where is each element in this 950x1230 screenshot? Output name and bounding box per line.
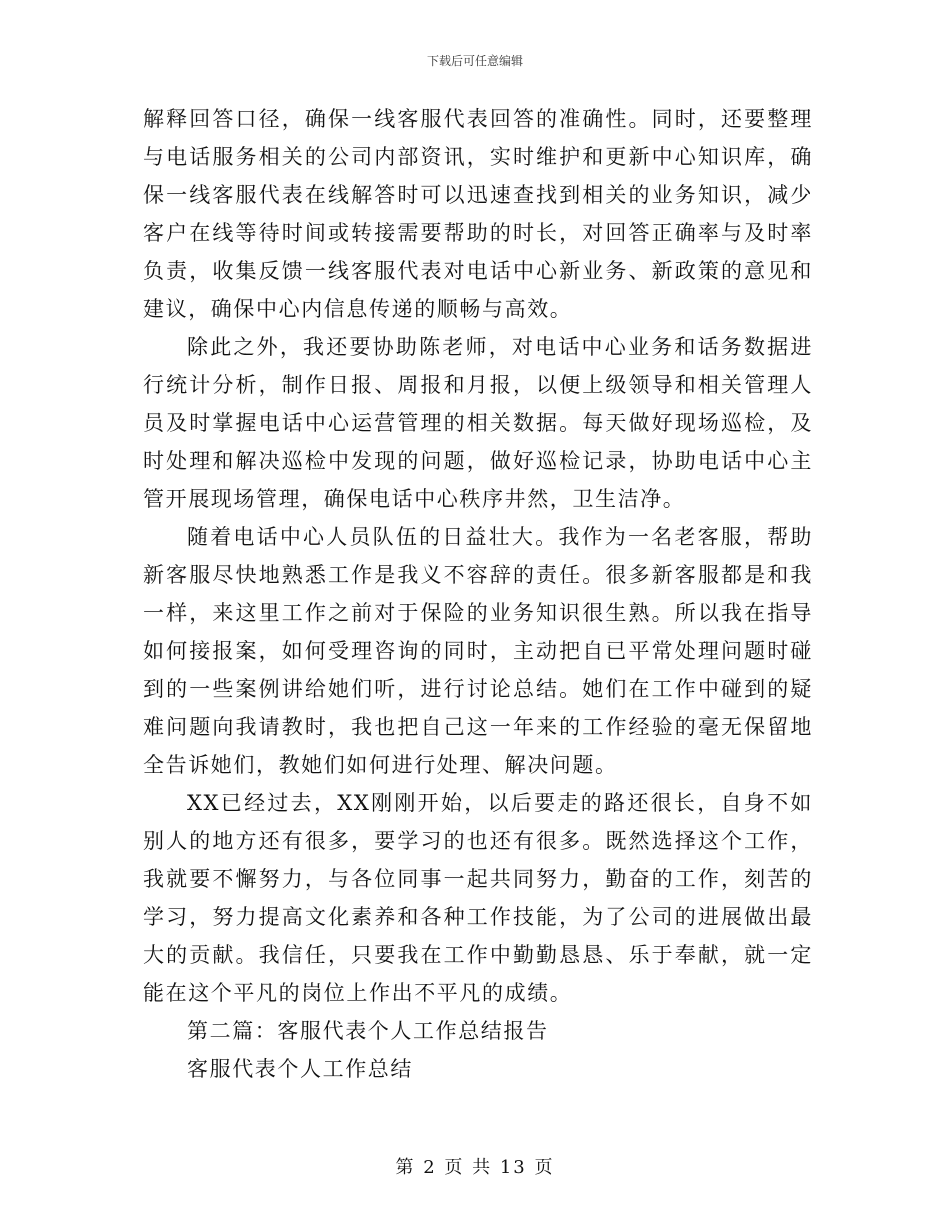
page-footer: 第 2 页 共 13 页 — [395, 1157, 555, 1178]
page-header: 下载后可任意编辑 — [426, 54, 523, 68]
paragraph-continued: 解释回答口径，确保一线客服代表回答的准确性。同时，还要整理与电话服务相关的公司内部资讯，实时维护和更新中心知识库，确保一线客服代表在线解答时可以迅速查找到相关的业务知识，减少客户在线等待时间或转接需要帮助的时长，对回答正确率与及时率负责，收集反馈一线客服代表对电话中心新业务、新政策的意见和建议，确保中心内信息传递的顺畅与高效。 — [143, 107, 813, 321]
section-heading: 第二篇：客服代表个人工作总结报告 — [187, 1019, 549, 1043]
paragraph-assist-analysis: 除此之外，我还要协助陈老师，对电话中心业务和话务数据进行统计分析，制作日报、周报和月报，以便上级领导和相关管理人员及时掌握电话中心运营管理的相关数据。每天做好现场巡检，及时处理和解决巡检中发现的问题，做好巡检记录，协助电话中心主管开展现场管理，确保电话中心秩序井然，卫生洁净。 — [143, 335, 813, 511]
document-body — [143, 100, 813, 1088]
paragraph-outlook: XX已经过去，XX刚刚开始，以后要走的路还很长，自身不如别人的地方还有很多，要学习的也还有很多。既然选择这个工作，我就要不懈努力，与各位同事一起共同努力，勤奋的工作，刻苦的学习，努力提高文化素养和各种工作技能，为了公司的进展做出最大的贡献。我信任，只要我在工作中勤勤恳恳、乐于奉献，就一定能在这个平凡的岗位上作出不平凡的成绩。 — [143, 791, 813, 1005]
paragraph-mentoring: 随着电话中心人员队伍的日益壮大。我作为一名老客服，帮助新客服尽快地熟悉工作是我义不容辞的责任。很多新客服都是和我一样，来这里工作之前对于保险的业务知识很生熟。所以我在指导如何接报案，如何受理咨询的同时，主动把自已平常处理问题时碰到的一些案例讲给她们听，进行讨论总结。她们在工作中碰到的疑难问题向我请教时，我也把自己这一年来的工作经验的毫无保留地全告诉她们，教她们如何进行处理、解决问题。 — [143, 525, 813, 777]
section-subtitle: 客服代表个人工作总结 — [187, 1057, 413, 1081]
